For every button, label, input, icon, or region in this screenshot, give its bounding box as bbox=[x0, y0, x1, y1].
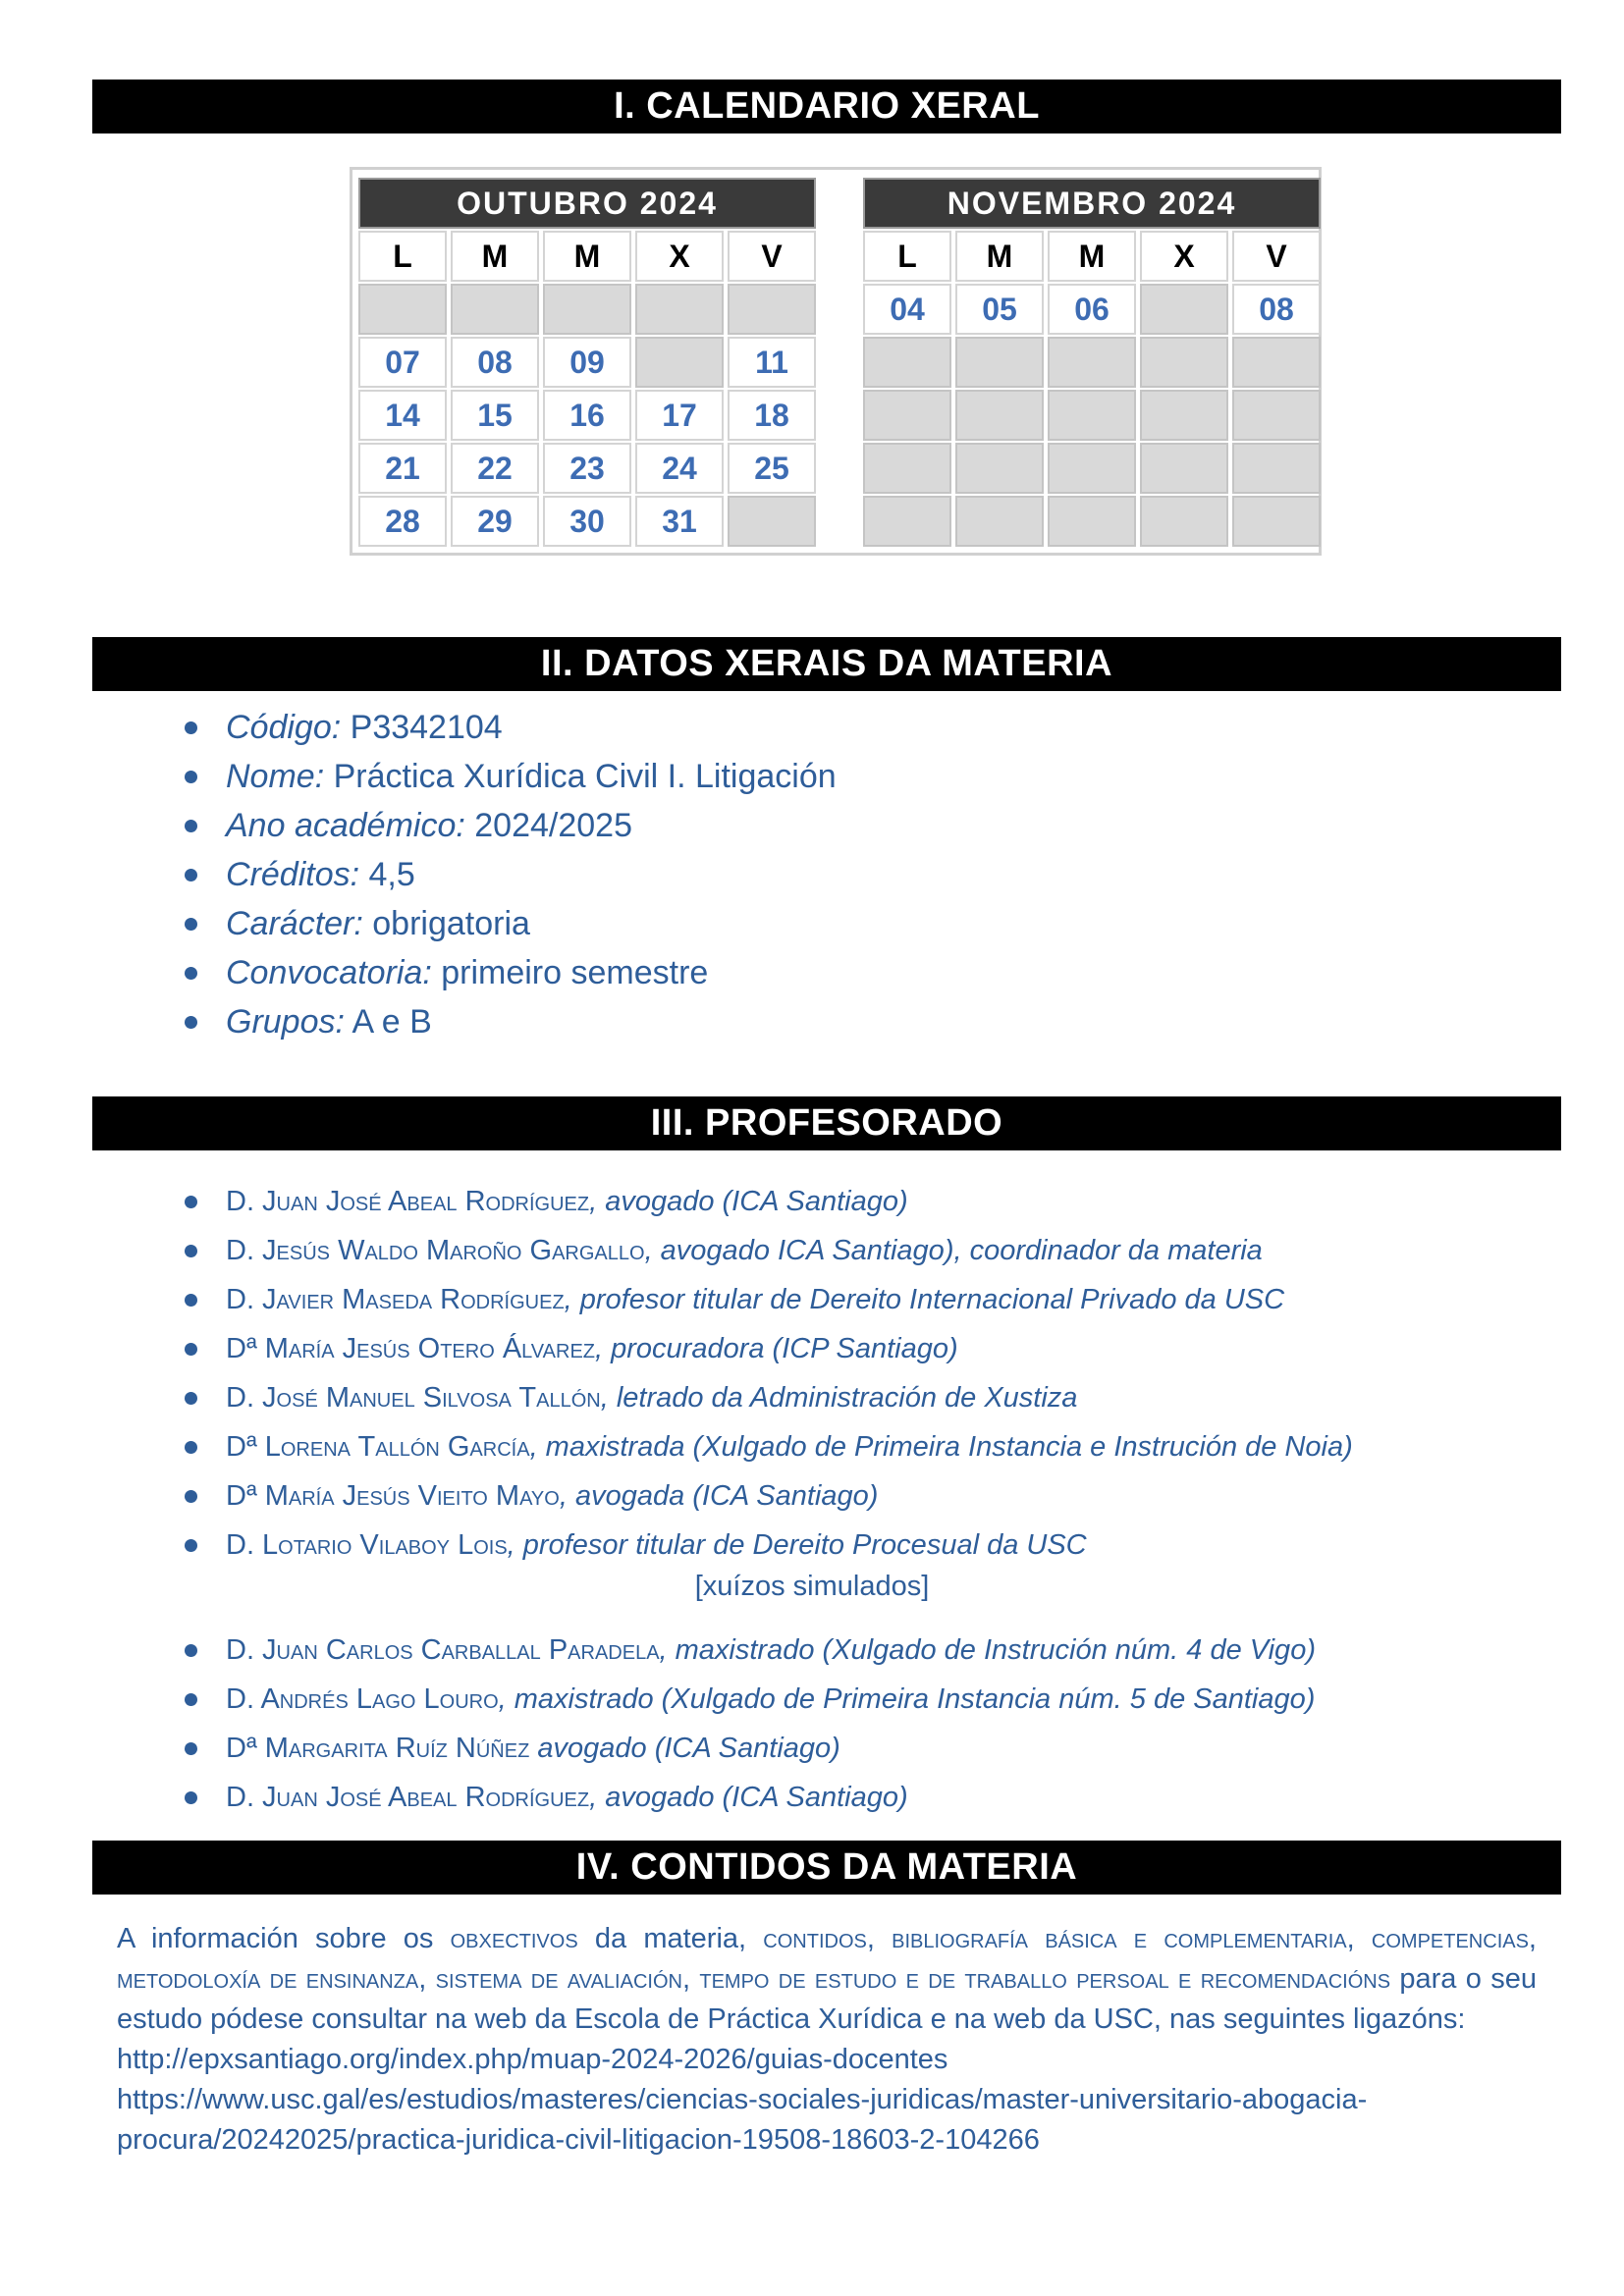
bullet-icon bbox=[185, 1441, 197, 1454]
teacher-name: D. Lotario Vilaboy Lois bbox=[226, 1529, 508, 1561]
calendar-day-empty bbox=[863, 496, 951, 547]
bullet-icon bbox=[185, 1245, 197, 1257]
teacher-role: , letrado da Administración de Xustiza bbox=[600, 1382, 1078, 1414]
calendar-day: 16 bbox=[543, 390, 631, 441]
field-label: Ano académico: bbox=[226, 807, 465, 844]
calendar-day-empty bbox=[358, 284, 447, 335]
list-item bbox=[185, 703, 837, 752]
teacher-role: avogado (ICA Santiago) bbox=[529, 1733, 840, 1764]
calendar-day-empty bbox=[955, 443, 1044, 494]
contidos-paragraph bbox=[117, 1919, 1537, 2040]
xuizos-list bbox=[185, 1626, 1316, 1822]
calendar-day-empty bbox=[1048, 337, 1136, 388]
calendar-day-empty bbox=[1140, 443, 1228, 494]
bullet-icon bbox=[185, 967, 197, 980]
weekday-header: X bbox=[635, 231, 724, 282]
calendar-october bbox=[358, 178, 816, 547]
calendar-day-empty bbox=[1232, 443, 1321, 494]
bullet-icon bbox=[185, 1693, 197, 1706]
teacher-role: , avogado ICA Santiago), coordinador da materia bbox=[644, 1235, 1263, 1266]
field-label: Nome: bbox=[226, 758, 325, 795]
list-item bbox=[185, 1471, 1353, 1521]
list-item bbox=[185, 1521, 1353, 1570]
list-item bbox=[185, 1324, 1353, 1373]
calendar-day: 17 bbox=[635, 390, 724, 441]
teacher-role: , maxistrado (Xulgado de Primeira Instancia núm. 5 de Santiago) bbox=[498, 1683, 1316, 1715]
field-value: P3342104 bbox=[341, 709, 503, 746]
calendar-day-empty bbox=[1048, 496, 1136, 547]
calendar-day-empty bbox=[863, 337, 951, 388]
teacher-name: D. Juan José Abeal Rodríguez bbox=[226, 1782, 590, 1813]
weekday-header: M bbox=[451, 231, 539, 282]
bullet-icon bbox=[185, 918, 197, 931]
calendar-day: 21 bbox=[358, 443, 447, 494]
teacher-name: Dª Margarita Ruíz Núñez bbox=[226, 1733, 530, 1764]
teacher-role: , profesor titular de Dereito Procesual da USC bbox=[507, 1529, 1087, 1561]
field-label: Convocatoria: bbox=[226, 954, 432, 991]
section-header-datos: II. DATOS XERAIS DA MATERIA bbox=[92, 637, 1561, 691]
calendar-day: 09 bbox=[543, 337, 631, 388]
bullet-icon bbox=[185, 1539, 197, 1552]
calendar-title: NOVEMBRO 2024 bbox=[863, 178, 1321, 229]
calendar-day-empty bbox=[1232, 390, 1321, 441]
calendar-day: 07 bbox=[358, 337, 447, 388]
datos-list bbox=[185, 703, 837, 1046]
calendar-day: 23 bbox=[543, 443, 631, 494]
text-run: A información sobre os bbox=[117, 1923, 451, 1954]
text-run: para o seu estudo pódese consultar na web da Escola de Práctica Xurídica e na web da USC, nas seguintes ligazóns: bbox=[117, 1963, 1537, 2035]
calendar-day: 04 bbox=[863, 284, 951, 335]
calendar-day: 14 bbox=[358, 390, 447, 441]
field-label: Grupos: bbox=[226, 1003, 345, 1041]
teacher-name: D. José Manuel Silvosa Tallón bbox=[226, 1382, 601, 1414]
field-value: A e B bbox=[344, 1003, 432, 1041]
list-item bbox=[185, 1177, 1353, 1226]
calendar-day-empty bbox=[635, 284, 724, 335]
list-item bbox=[185, 899, 837, 948]
calendar-day-empty bbox=[728, 284, 816, 335]
bullet-icon bbox=[185, 771, 197, 783]
list-item bbox=[185, 1373, 1353, 1422]
calendar-day-empty bbox=[955, 496, 1044, 547]
field-value: primeiro semestre bbox=[431, 954, 709, 991]
calendar-day-empty bbox=[863, 443, 951, 494]
calendar-day-empty bbox=[1232, 337, 1321, 388]
calendar-day-empty bbox=[1140, 337, 1228, 388]
teacher-name: D. Javier Maseda Rodríguez bbox=[226, 1284, 565, 1315]
calendar-day: 25 bbox=[728, 443, 816, 494]
calendar-day: 11 bbox=[728, 337, 816, 388]
weekday-header: L bbox=[358, 231, 447, 282]
calendar-day-empty bbox=[1140, 390, 1228, 441]
teacher-role: , avogado (ICA Santiago) bbox=[589, 1782, 908, 1813]
calendar-day: 15 bbox=[451, 390, 539, 441]
calendar-day-empty bbox=[863, 390, 951, 441]
list-item bbox=[185, 1226, 1353, 1275]
xuizos-simulados-label: [xuízos simulados] bbox=[694, 1571, 930, 1602]
weekday-header: M bbox=[955, 231, 1044, 282]
teacher-role: , maxistrada (Xulgado de Primeira Instancia e Instrución de Noia) bbox=[529, 1431, 1353, 1463]
weekday-header: V bbox=[1232, 231, 1321, 282]
calendar-day-empty bbox=[955, 337, 1044, 388]
bullet-icon bbox=[185, 1791, 197, 1804]
calendar-day-empty bbox=[635, 337, 724, 388]
calendar-day: 22 bbox=[451, 443, 539, 494]
calendar-day-empty bbox=[1048, 443, 1136, 494]
calendar-day-empty bbox=[955, 390, 1044, 441]
teacher-name: D. Jesús Waldo Maroño Gargallo bbox=[226, 1235, 645, 1266]
bullet-icon bbox=[185, 1490, 197, 1503]
section-header-profesorado: III. PROFESORADO bbox=[92, 1096, 1561, 1150]
bullet-icon bbox=[185, 1644, 197, 1657]
calendar-day: 18 bbox=[728, 390, 816, 441]
list-item bbox=[185, 1773, 1316, 1822]
bullet-icon bbox=[185, 1294, 197, 1307]
guias-docentes-link[interactable]: http://epxsantiago.org/index.php/muap-2024-2026/guias-docentes bbox=[117, 2044, 948, 2075]
calendar-grid bbox=[863, 231, 1321, 547]
field-value: obrigatoria bbox=[362, 905, 530, 942]
bullet-icon bbox=[185, 1392, 197, 1405]
teacher-name: D. Juan José Abeal Rodríguez bbox=[226, 1186, 590, 1217]
list-item bbox=[185, 801, 837, 850]
list-item bbox=[185, 948, 837, 997]
field-label: Créditos: bbox=[226, 856, 360, 893]
calendar-panel bbox=[350, 167, 1322, 556]
text-run: da materia, bbox=[577, 1923, 764, 1954]
calendar-day: 28 bbox=[358, 496, 447, 547]
list-item bbox=[185, 850, 837, 899]
calendar-grid bbox=[358, 231, 816, 547]
calendar-day: 24 bbox=[635, 443, 724, 494]
teacher-name: Dª Lorena Tallón García bbox=[226, 1431, 530, 1463]
calendar-day: 05 bbox=[955, 284, 1044, 335]
section-header-calendario: I. CALENDARIO XERAL bbox=[92, 80, 1561, 133]
teacher-name: Dª María Jesús Vieito Mayo bbox=[226, 1480, 560, 1512]
field-label: Carácter: bbox=[226, 905, 363, 942]
weekday-header: M bbox=[1048, 231, 1136, 282]
teacher-role: , procuradora (ICP Santiago) bbox=[595, 1333, 958, 1364]
teacher-name: D. Juan Carlos Carballal Paradela bbox=[226, 1634, 660, 1666]
calendar-day: 31 bbox=[635, 496, 724, 547]
usc-link-line1[interactable]: https://www.usc.gal/es/estudios/masteres/ciencias-sociales-juridicas/master-universitario-abogacia- bbox=[117, 2084, 1368, 2115]
teacher-role: , profesor titular de Dereito Internacional Privado da USC bbox=[564, 1284, 1285, 1315]
bullet-icon bbox=[185, 820, 197, 832]
calendar-title: OUTUBRO 2024 bbox=[358, 178, 816, 229]
list-item bbox=[185, 997, 837, 1046]
field-value: 4,5 bbox=[359, 856, 415, 893]
calendar-day-empty bbox=[728, 496, 816, 547]
bullet-icon bbox=[185, 1343, 197, 1356]
bullet-icon bbox=[185, 721, 197, 734]
weekday-header: L bbox=[863, 231, 951, 282]
text-run-smallcaps: obxectivos bbox=[450, 1923, 578, 1954]
list-item bbox=[185, 752, 837, 801]
bullet-icon bbox=[185, 1742, 197, 1755]
bullet-icon bbox=[185, 869, 197, 881]
calendar-day-empty bbox=[1140, 284, 1228, 335]
calendar-day: 30 bbox=[543, 496, 631, 547]
calendar-day-empty bbox=[543, 284, 631, 335]
teacher-name: D. Andrés Lago Louro bbox=[226, 1683, 499, 1715]
teacher-name: Dª María Jesús Otero Álvarez bbox=[226, 1333, 595, 1364]
field-value: Práctica Xurídica Civil I. Litigación bbox=[324, 758, 837, 795]
teacher-role: , avogada (ICA Santiago) bbox=[559, 1480, 879, 1512]
calendar-day-empty bbox=[1232, 496, 1321, 547]
contidos-text bbox=[117, 1919, 1537, 2161]
list-item bbox=[185, 1724, 1316, 1773]
profesorado-list bbox=[185, 1177, 1353, 1570]
weekday-header: V bbox=[728, 231, 816, 282]
weekday-header: M bbox=[543, 231, 631, 282]
list-item bbox=[185, 1275, 1353, 1324]
list-item bbox=[185, 1626, 1316, 1675]
section-header-contidos: IV. CONTIDOS DA MATERIA bbox=[92, 1841, 1561, 1895]
field-value: 2024/2025 bbox=[464, 807, 632, 844]
bullet-icon bbox=[185, 1016, 197, 1029]
list-item bbox=[185, 1675, 1316, 1724]
field-label: Código: bbox=[226, 709, 342, 746]
text-run-smallcaps: contidos, bibliografía básica e complementaria, competencias, metodoloxía de ensinanza, sistema de avaliación, tempo de estudo e de traballo persoal e recomendacións bbox=[117, 1923, 1537, 1995]
calendar-day-empty bbox=[1048, 390, 1136, 441]
calendar-november bbox=[863, 178, 1321, 547]
weekday-header: X bbox=[1140, 231, 1228, 282]
calendar-day: 29 bbox=[451, 496, 539, 547]
calendar-day: 08 bbox=[451, 337, 539, 388]
calendar-day-empty bbox=[451, 284, 539, 335]
teacher-role: , avogado (ICA Santiago) bbox=[589, 1186, 908, 1217]
calendar-day-empty bbox=[1140, 496, 1228, 547]
bullet-icon bbox=[185, 1196, 197, 1208]
calendar-day: 06 bbox=[1048, 284, 1136, 335]
calendar-day: 08 bbox=[1232, 284, 1321, 335]
usc-link-line2[interactable]: procura/20242025/practica-juridica-civil-litigacion-19508-18603-2-104266 bbox=[117, 2124, 1040, 2156]
list-item bbox=[185, 1422, 1353, 1471]
teacher-role: , maxistrado (Xulgado de Instrución núm. 4 de Vigo) bbox=[659, 1634, 1316, 1666]
